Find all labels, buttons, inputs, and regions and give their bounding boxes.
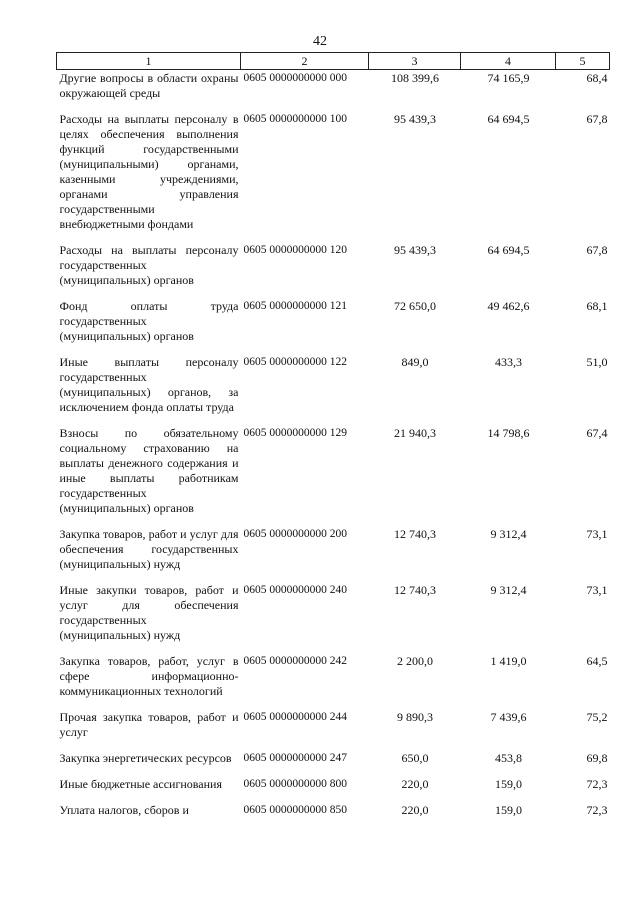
row-percent: 51,0: [586, 355, 608, 369]
row-plan: 95 439,3: [394, 112, 436, 126]
row-percent: 68,1: [586, 299, 608, 313]
row-percent: 67,4: [586, 426, 608, 440]
table-row: [57, 750, 610, 776]
table-row: [57, 709, 610, 750]
row-percent: 64,5: [586, 654, 608, 668]
row-code: 0605 0000000000 120: [243, 244, 347, 256]
row-plan: 849,0: [401, 355, 429, 369]
column-header: 3: [369, 53, 461, 70]
row-code: 0605 0000000000 122: [243, 356, 347, 368]
row-fact: 9 312,4: [490, 527, 527, 541]
row-code: 0605 0000000000 244: [243, 711, 347, 723]
row-code: 0605 0000000000 121: [243, 300, 347, 312]
row-code: 0605 0000000000 800: [243, 778, 347, 790]
table-row: [57, 653, 610, 709]
row-plan: 72 650,0: [394, 299, 436, 313]
row-fact: 14 798,6: [487, 426, 530, 440]
row-plan: 9 890,3: [397, 710, 433, 724]
row-name: Иные бюджетные ассигнования: [59, 777, 222, 791]
table-row: [57, 242, 610, 298]
row-percent: 73,1: [586, 527, 608, 541]
column-header: 1: [57, 53, 241, 70]
row-name: Другие вопросы в области охраны окружающей среды: [59, 71, 239, 100]
row-fact: 74 165,9: [487, 71, 530, 85]
table-row: [57, 111, 610, 242]
row-plan: 650,0: [401, 751, 429, 765]
table-row: [57, 776, 610, 802]
table-row: [57, 802, 610, 818]
row-percent: 72,3: [586, 803, 608, 817]
row-plan: 220,0: [401, 803, 429, 817]
row-percent: 68,4: [586, 71, 608, 85]
row-name: Расходы на выплаты персоналу государственных (муниципальных) органов: [59, 243, 239, 287]
budget-table: [56, 52, 610, 818]
row-plan: 21 940,3: [394, 426, 436, 440]
row-percent: 67,8: [586, 243, 608, 257]
row-code: 0605 0000000000 000: [243, 72, 347, 84]
row-name: Фонд оплаты труда государственных (муниципальных) органов: [59, 299, 239, 343]
row-code: 0605 0000000000 129: [243, 427, 347, 439]
row-fact: 453,8: [495, 751, 522, 765]
row-plan: 12 740,3: [394, 527, 436, 541]
column-header: 4: [461, 53, 556, 70]
row-name: Иные закупки товаров, работ и услуг для обеспечения государственных (муниципальных) нужд: [59, 583, 239, 642]
row-plan: 220,0: [401, 777, 429, 791]
row-fact: 433,3: [495, 355, 522, 369]
column-header: 2: [241, 53, 369, 70]
row-name: Иные выплаты персоналу государственных (муниципальных) органов, за исключением фонда оплаты труда: [59, 355, 239, 414]
row-name: Закупка товаров, работ и услуг для обеспечения государственных (муниципальных) нужд: [59, 527, 239, 571]
row-percent: 73,1: [586, 583, 608, 597]
page-number: 42: [313, 34, 327, 49]
row-code: 0605 0000000000 247: [243, 752, 347, 764]
row-fact: 64 694,5: [487, 112, 530, 126]
table-row: [57, 70, 610, 112]
row-fact: 49 462,6: [487, 299, 530, 313]
table-row: [57, 298, 610, 354]
row-code: 0605 0000000000 200: [243, 528, 347, 540]
table-header-row: [57, 53, 610, 70]
row-code: 0605 0000000000 240: [243, 584, 347, 596]
row-name: Расходы на выплаты персоналу в целях обеспечения выполнения функций государственными (муниципальными) органами, казенными учреждениями, органами управления государственными внебюджетными фондами: [59, 112, 239, 231]
row-name: Закупка товаров, работ, услуг в сфере информационно-коммуникационных технологий: [59, 654, 239, 698]
row-name: Уплата налогов, сборов и: [59, 803, 189, 817]
row-code: 0605 0000000000 850: [243, 804, 347, 816]
table-row: [57, 354, 610, 425]
row-code: 0605 0000000000 100: [243, 113, 347, 125]
table-row: [57, 582, 610, 653]
row-percent: 67,8: [586, 112, 608, 126]
row-name: Прочая закупка товаров, работ и услуг: [59, 710, 239, 739]
row-percent: 69,8: [586, 751, 608, 765]
row-plan: 108 399,6: [391, 71, 439, 85]
row-name: Взносы по обязательному социальному страхованию на выплаты денежного содержания и иные выплаты работникам государственных (муниципальных) органов: [59, 426, 239, 515]
row-percent: 72,3: [586, 777, 608, 791]
row-name: Закупка энергетических ресурсов: [59, 751, 232, 765]
table-row: [57, 425, 610, 526]
row-plan: 2 200,0: [397, 654, 433, 668]
table-row: [57, 526, 610, 582]
row-fact: 159,0: [495, 803, 522, 817]
row-fact: 64 694,5: [487, 243, 530, 257]
row-fact: 159,0: [495, 777, 522, 791]
column-header: 5: [556, 53, 610, 70]
row-plan: 95 439,3: [394, 243, 436, 257]
row-fact: 9 312,4: [490, 583, 527, 597]
row-code: 0605 0000000000 242: [243, 655, 347, 667]
row-plan: 12 740,3: [394, 583, 436, 597]
row-fact: 7 439,6: [490, 710, 527, 724]
row-fact: 1 419,0: [490, 654, 527, 668]
row-percent: 75,2: [586, 710, 608, 724]
